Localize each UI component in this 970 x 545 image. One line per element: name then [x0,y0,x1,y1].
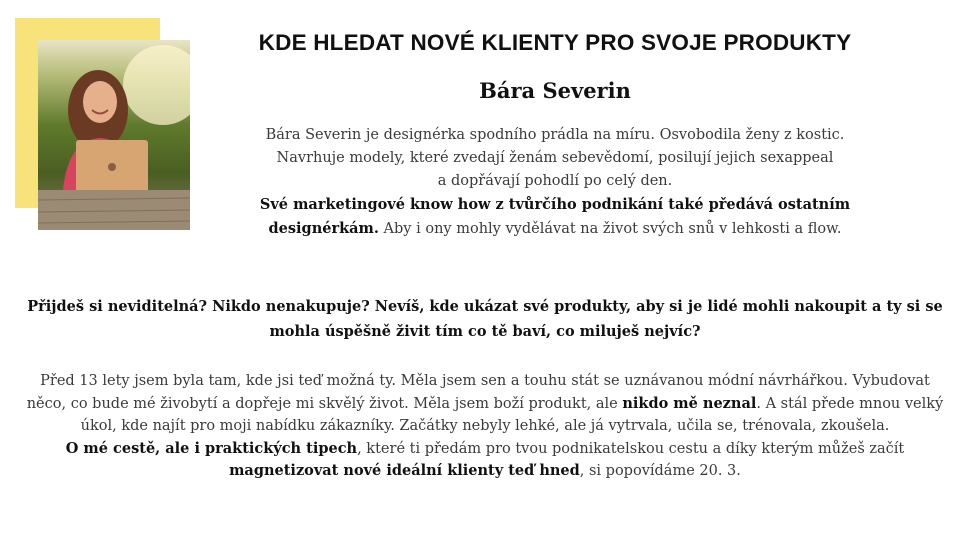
page-title: KDE HLEDAT NOVÉ KLIENTY PRO SVOJE PRODUKTY [258,30,852,55]
bio-rest-text: Aby i ony mohly vydělávat na život svých snů v lehkosti a flow. [378,221,842,237]
bio-line-1: Bára Severin je designérka spodního prádla na míru. Osvobodila ženy z kostic. [265,127,845,143]
story-paragraph [20,370,950,483]
story-part-2: . A stál přede mnou velký úkol, kde najít pro moji nabídku zákazníky. Začátky nebyly lehké, ale já vytrvala, učila se, trénovala, zkoušela. [80,395,944,434]
author-bio [205,124,905,241]
bio-line-3: a dopřávají pohodlí po celý den. [437,173,673,189]
story-bold-3: magnetizovat nové ideální klienty teď hned [229,462,580,479]
story-part-4: , si popovídáme 20. 3. [579,463,741,479]
photo-frame [15,18,160,208]
story-part-3: , které ti předám pro tvou podnikatelskou cestu a díky kterým můžeš začít [357,440,905,457]
author-name: Bára Severin [479,78,631,103]
story-bold-1: nikdo mě neznal [622,394,757,412]
bio-line-2: Navrhuje modely, které zvedají ženám sebevědomí, posilují jejich sexappeal [276,150,834,166]
bio-bold-text: Své marketingové know how z tvůrčího podnikání také předává ostatním designérkám. [259,196,851,237]
story-bold-2: O mé cestě, ale i praktických tipech [65,439,358,457]
story-part-1: Před 13 lety jsem byla tam, kde jsi teď možná ty. Měla jsem sen a touhu stát se uznávanou módní návrhářkou. Vybudovat něco, co bude mé živobytí a dopřeje mi skvělý život. Měla jsem boží produkt, ale [26,373,930,412]
question-paragraph: Přijdeš si neviditelná? Nikdo nenakupuje? Nevíš, kde ukázat své produkty, aby si je lidé mohli nakoupit a ty si se mohla úspěšně živit tím co tě baví, co miluješ nejvíc? [27,298,943,340]
author-photo [38,40,190,230]
